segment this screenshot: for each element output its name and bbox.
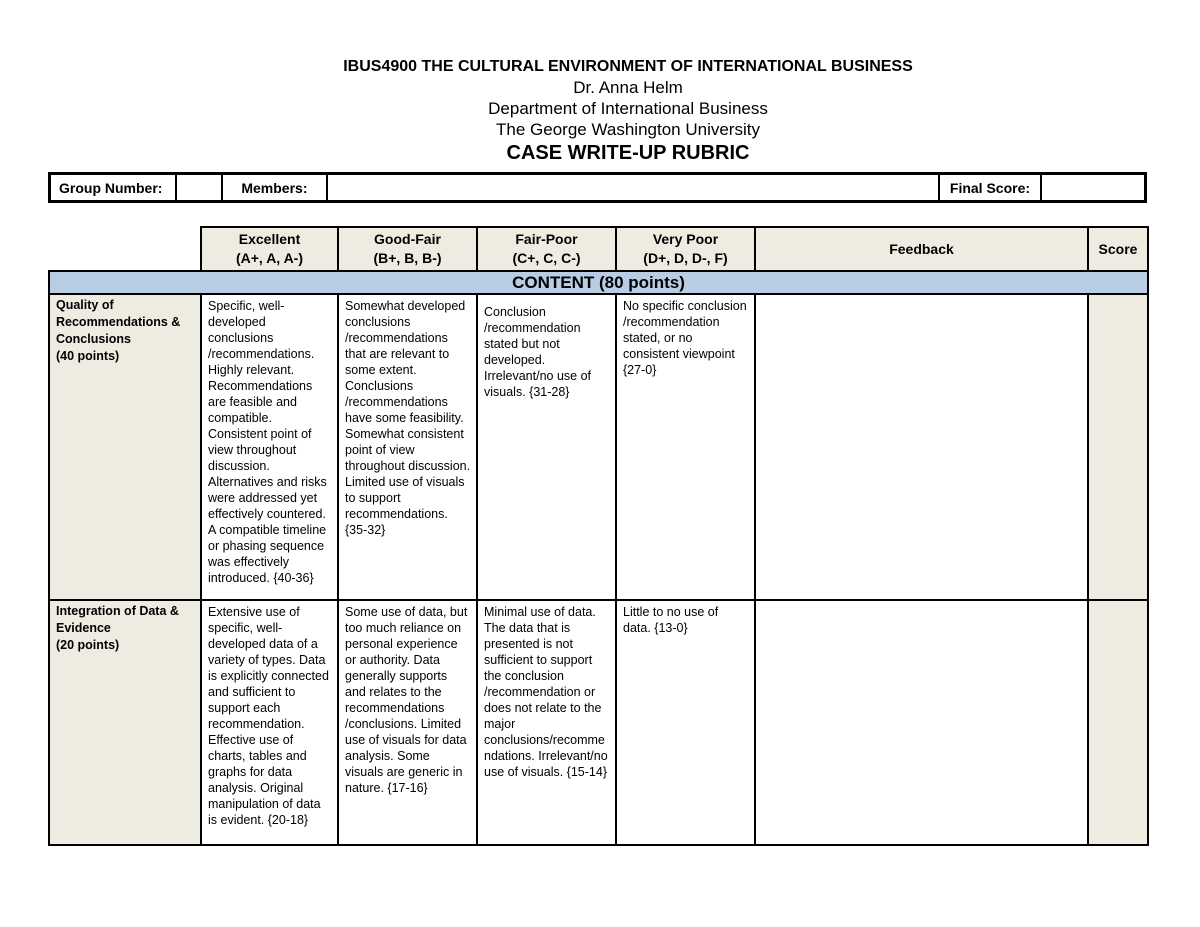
header-corner-blank	[49, 227, 201, 271]
rubric-row-integration-of-data	[49, 600, 1148, 845]
cell-excellent: Extensive use of specific, well-developed data of a variety of types. Data is explicitly connected and sufficient to support each recommendation. Effective use of charts, tables and graphs for data analysis. Original manipulation of data is evident. {20-18}	[201, 600, 338, 845]
feedback-field[interactable]	[755, 294, 1088, 600]
rubric-table	[48, 226, 1149, 846]
column-header-label: Fair-Poor	[515, 231, 578, 247]
column-header-grades: (C+, C, C-)	[512, 250, 581, 266]
department-name: Department of International Business	[488, 99, 768, 118]
score-field[interactable]	[1088, 294, 1148, 600]
document-title: CASE WRITE-UP RUBRIC	[506, 142, 750, 164]
score-field[interactable]	[1088, 600, 1148, 845]
cell-good-fair: Somewhat developed conclusions /recommendations that are relevant to some extent. Conclusions /recommendations have some feasibility. Somewhat consistent point of view throughout discussion. Limited use of visuals to support recommendations. {35-32}	[338, 294, 477, 600]
criterion-cell	[49, 600, 201, 845]
course-title: IBUS4900 THE CULTURAL ENVIRONMENT OF INTERNATIONAL BUSINESS	[343, 58, 913, 75]
group-number-field[interactable]	[176, 174, 221, 202]
instructor-name: Dr. Anna Helm	[573, 78, 683, 97]
criterion-points: (40 points)	[56, 349, 120, 363]
cell-fair-poor: Conclusion /recommendation stated but not developed. Irrelevant/no use of visuals. {31-28}	[477, 294, 616, 600]
section-banner-row	[49, 271, 1148, 294]
members-field[interactable]	[327, 174, 939, 202]
cell-fair-poor: Minimal use of data. The data that is presented is not sufficient to support the conclusion /recommendation or does not relate to the major conclusions/recommendations. Irrelevant/no use of visuals. {15-14}	[477, 600, 616, 845]
university-name: The George Washington University	[496, 120, 760, 139]
cell-excellent: Specific, well-developed conclusions /recommendations. Highly relevant. Recommendations are feasible and compatible. Consistent point of view throughout discussion. Alternatives and risks were addressed yet effectively countered. A compatible timeline or phasing sequence was effectively introduced. {40-36}	[201, 294, 338, 600]
group-number-label: Group Number:	[50, 174, 177, 202]
column-header-feedback: Feedback	[755, 227, 1088, 271]
column-header-label: Good-Fair	[374, 231, 441, 247]
cell-very-poor: No specific conclusion /recommendation stated, or no consistent viewpoint {27-0}	[616, 294, 755, 600]
rubric-header-row	[49, 227, 1148, 271]
final-score-field[interactable]	[1041, 174, 1146, 202]
criterion-name: Quality of Recommendations & Conclusions	[56, 298, 181, 346]
info-bar	[48, 172, 1147, 203]
column-header-label: Excellent	[238, 231, 301, 247]
final-score-label: Final Score:	[939, 174, 1041, 202]
column-header-fair-poor	[477, 227, 616, 271]
criterion-points: (20 points)	[56, 638, 120, 652]
cell-very-poor: Little to no use of data. {13-0}	[616, 600, 755, 845]
members-label: Members:	[222, 174, 328, 202]
criterion-name: Integration of Data & Evidence	[56, 604, 179, 635]
criterion-cell	[49, 294, 201, 600]
title-block	[0, 56, 1200, 165]
rubric-row-quality-of-recommendations	[49, 294, 1148, 600]
feedback-field[interactable]	[755, 600, 1088, 845]
section-banner-content: CONTENT (80 points)	[49, 271, 1148, 294]
column-header-good-fair	[338, 227, 477, 271]
column-header-score: Score	[1088, 227, 1148, 271]
column-header-grades: (D+, D, D-, F)	[643, 250, 728, 266]
column-header-label: Very Poor	[652, 231, 719, 247]
column-header-grades: (B+, B, B-)	[373, 250, 442, 266]
column-header-very-poor	[616, 227, 755, 271]
column-header-excellent	[201, 227, 338, 271]
column-header-grades: (A+, A, A-)	[235, 250, 303, 266]
cell-good-fair: Some use of data, but too much reliance on personal experience or authority. Data generally supports and relates to the recommendations /conclusions. Limited use of visuals for data analysis. Some visuals are generic in nature. {17-16}	[338, 600, 477, 845]
